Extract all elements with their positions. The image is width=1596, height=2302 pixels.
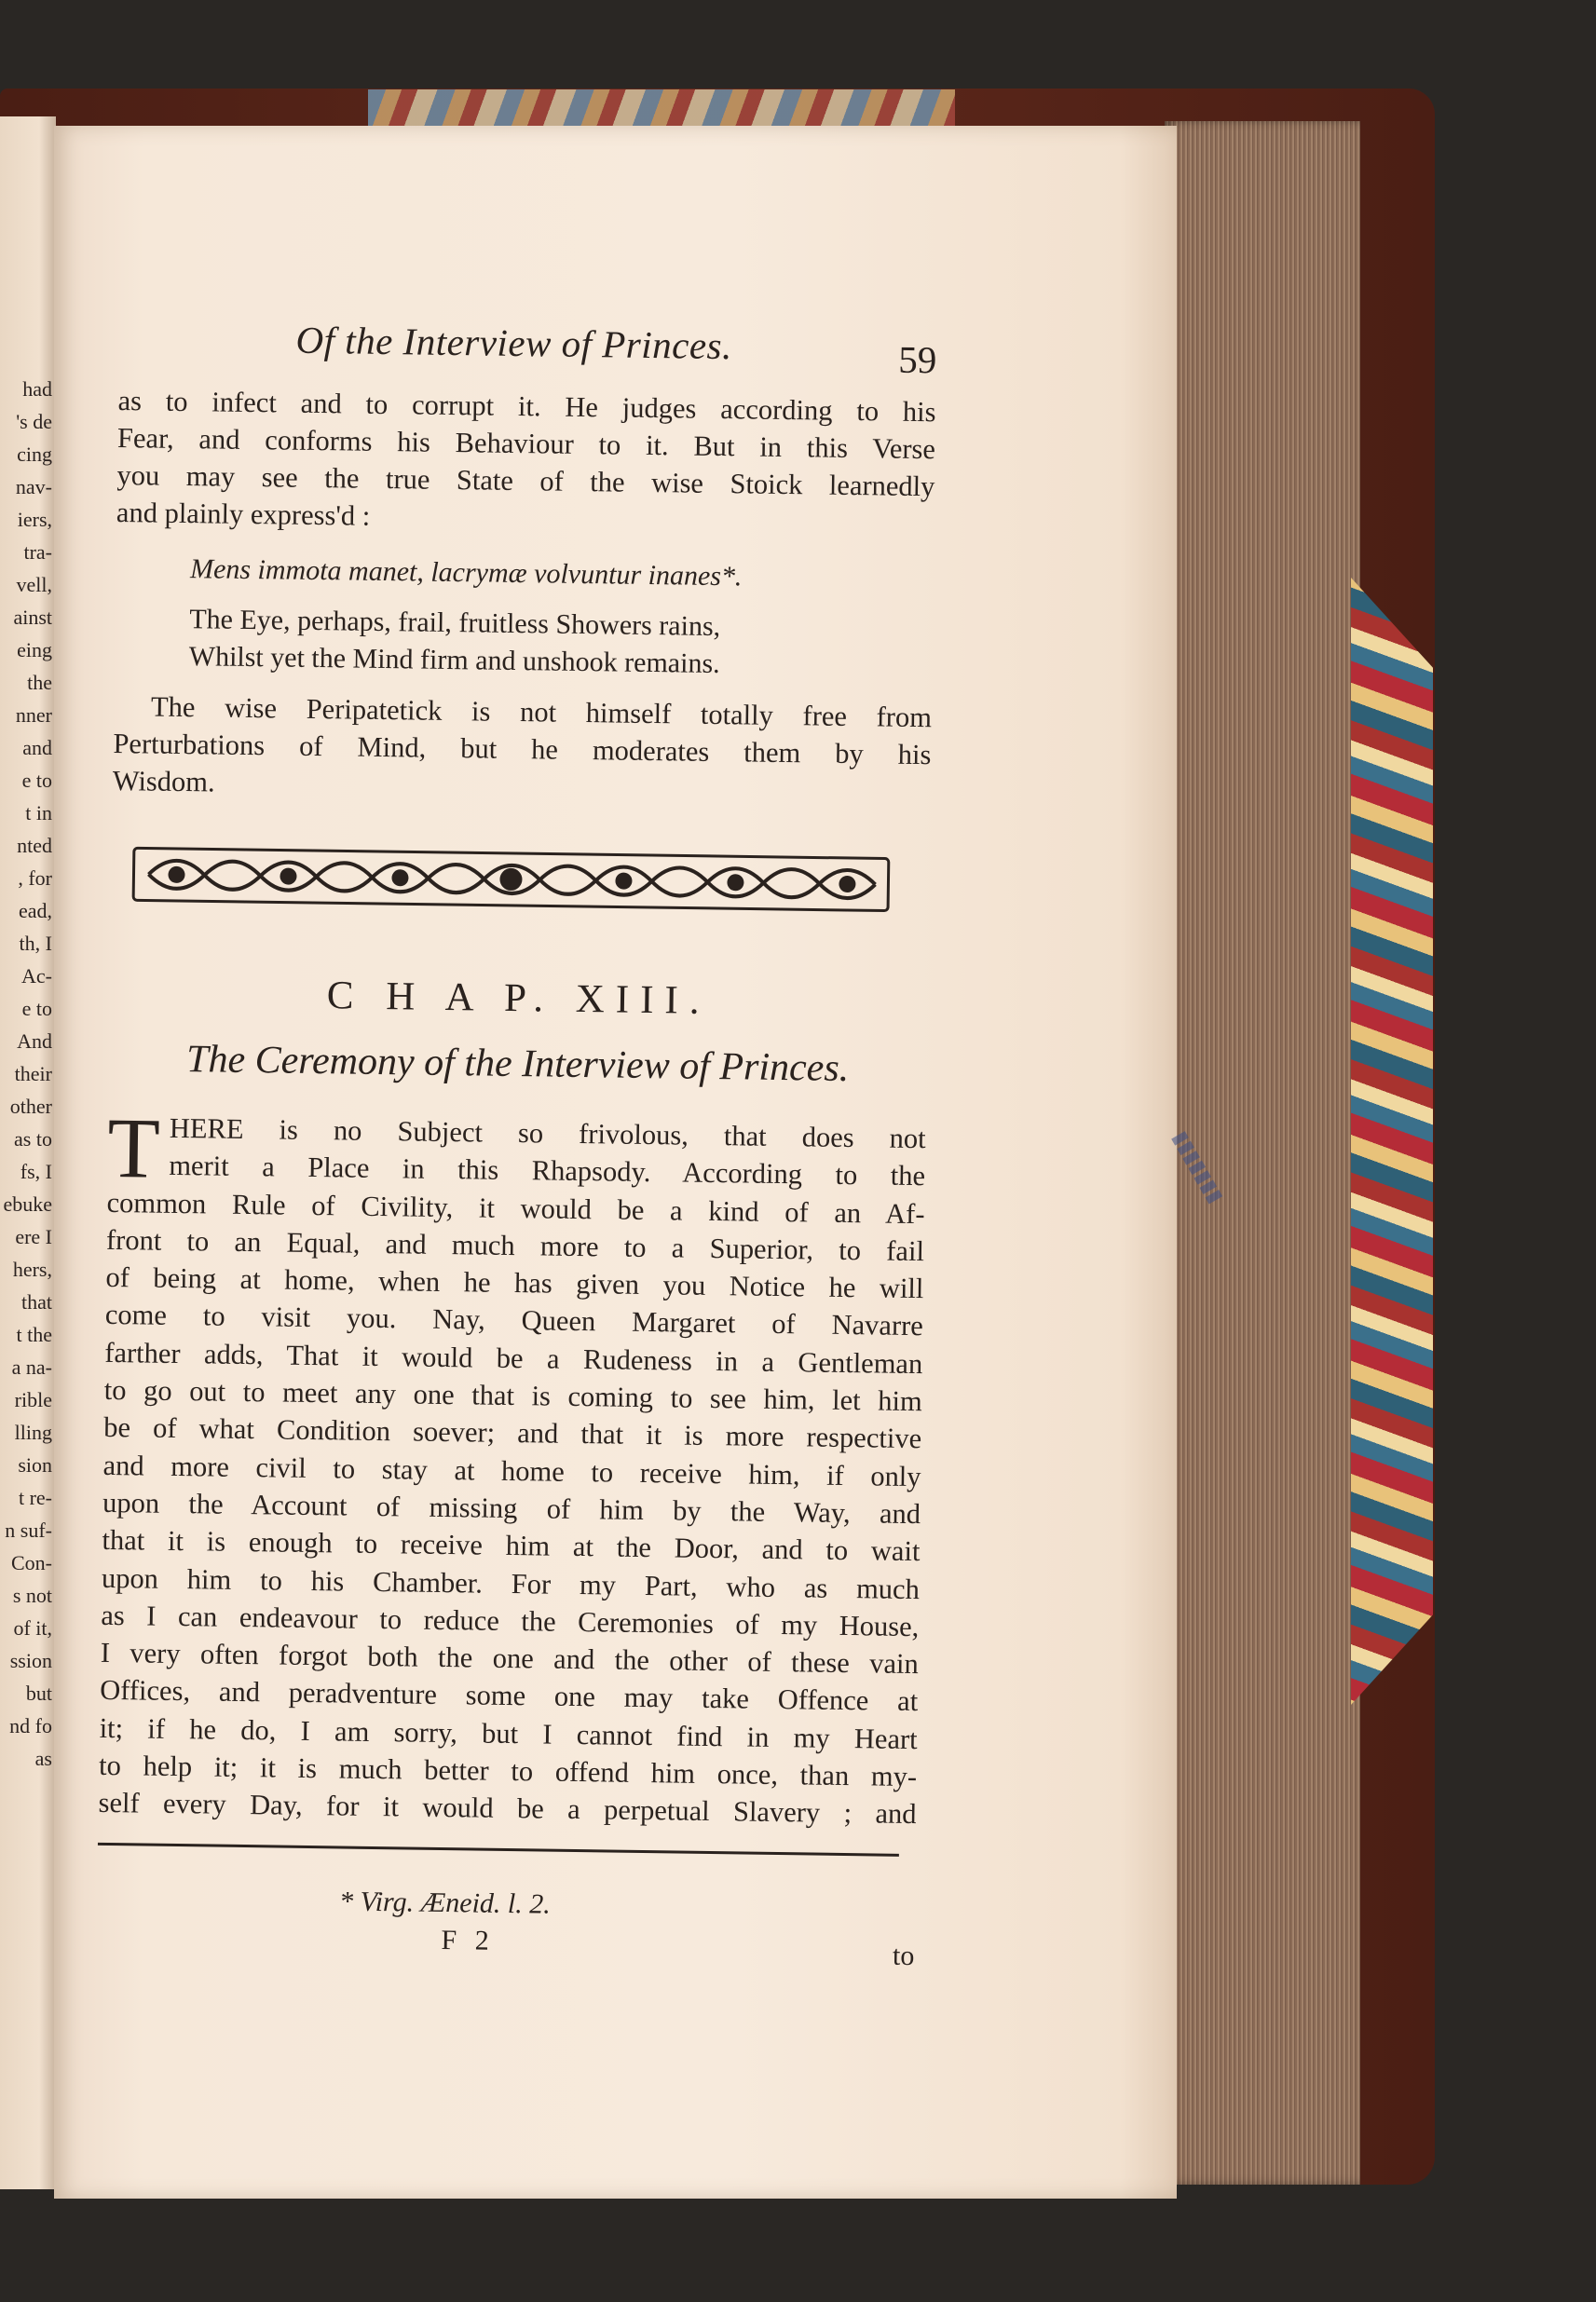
left-page-fragment: but: [25, 1682, 52, 1705]
left-page-fragment: that: [21, 1290, 52, 1314]
left-page-fragment: e to: [21, 997, 52, 1020]
left-page-fragment: hers,: [12, 1258, 52, 1281]
left-page-text-fragments: [0, 373, 56, 1775]
text-line: Perturbations of Mind, but he moderates them by his: [113, 727, 932, 771]
left-page-fragment: 's de: [16, 410, 52, 433]
signature-mark: F 2: [441, 1924, 495, 1956]
opening-paragraph: [116, 382, 936, 542]
left-page-fragment: sion: [18, 1453, 52, 1477]
left-page-fragment: ainst: [13, 606, 52, 629]
left-page-fragment: ere I: [15, 1225, 52, 1248]
left-page-fragment: lling: [14, 1421, 52, 1444]
text-line: that it is enough to receive him at the Door, and to wait: [102, 1524, 921, 1568]
decorative-ornament-band: [130, 840, 893, 918]
footnote: * Virg. Æneid. l. 2.: [338, 1886, 552, 1920]
text-line: farther adds, That it would be a Rudeness in a Gentleman: [104, 1336, 923, 1380]
left-page-fragment: nner: [15, 703, 52, 727]
left-page-fragment: nav-: [15, 475, 52, 498]
latin-verse: Mens immota manet, lacrymæ volvuntur inanes*.: [189, 553, 743, 593]
text-line: and more civil to stay at home to receive him, if only: [102, 1449, 921, 1492]
left-page-fragment: as to: [14, 1127, 52, 1151]
text-line: to go out to meet any one that is coming to see him, let him: [103, 1373, 922, 1418]
left-page-fragment: of it,: [13, 1616, 52, 1640]
peripatetick-paragraph: [113, 688, 933, 810]
left-page-fragment: vell,: [16, 573, 52, 596]
chapter-number: C H A P. XIII.: [326, 974, 711, 1023]
verse-quotation: [188, 551, 934, 686]
text-line: as to infect and to corrupt it. He judges according to his: [117, 384, 936, 429]
text-line: front to an Equal, and much more to a Superior, to fail: [105, 1223, 925, 1268]
left-page-fragment: Con-: [11, 1551, 52, 1574]
text-line: merit a Place in this Rhapsody. According to the: [169, 1150, 926, 1192]
page-text-block: [96, 307, 937, 1987]
text-line: and plainly express'd :: [116, 496, 371, 532]
text-line: as I can endeavour to reduce the Ceremonies of my House,: [101, 1599, 920, 1642]
left-page-fragment: other: [9, 1095, 52, 1118]
library-stamp: ▮▮▮▮▮▮▮: [1167, 1127, 1228, 1207]
left-page-fragment: n suf-: [5, 1519, 52, 1542]
left-page-fragment: ssion: [9, 1649, 52, 1672]
text-line: upon him to his Chamber. For my Part, who as much: [101, 1561, 921, 1605]
left-page-fragment: ead,: [18, 899, 52, 922]
left-page-fragment: and: [22, 736, 52, 759]
left-page-fragment: ebuke: [3, 1192, 52, 1216]
page-number: 59: [897, 337, 937, 382]
left-page-fragment: t the: [16, 1323, 52, 1346]
text-line: be of what Condition soever; and that it is more respective: [102, 1411, 922, 1455]
catchword: to: [892, 1940, 915, 1971]
running-head: [118, 307, 937, 393]
left-page-fragment: fs, I: [20, 1160, 52, 1183]
drop-cap: T: [106, 1099, 161, 1196]
chapter-body-lines: [98, 1184, 924, 1833]
text-line: you may see the true State of the wise Stoick learnedly: [116, 458, 935, 503]
left-page-fragment: nd fo: [9, 1714, 52, 1737]
english-verse-line: The Eye, perhaps, frail, fruitless Showers rains,: [189, 604, 721, 643]
left-page-fragment: a na-: [11, 1355, 52, 1379]
left-page-fragment: had: [22, 377, 52, 401]
left-page-fragment: iers,: [17, 508, 52, 531]
left-page-fragment: s not: [12, 1584, 52, 1607]
text-line: of being at home, when he has given you Notice he will: [105, 1261, 924, 1305]
left-page-fragment: e to: [21, 769, 52, 792]
running-head-title: Of the Interview of Princes.: [295, 318, 733, 368]
left-page-fragment: nted: [17, 834, 52, 857]
text-line: Wisdom.: [112, 764, 215, 798]
text-line: Fear, and conforms his Behaviour to it. But in this Verse: [116, 421, 936, 466]
chapter-body: [98, 1099, 926, 1833]
left-page-fragment: the: [27, 671, 52, 694]
left-page-fragment: Ac-: [21, 964, 52, 988]
left-page-fragment: tra-: [23, 540, 52, 564]
left-page-fragment: And: [17, 1029, 52, 1053]
text-line: self every Day, for it would be a perpetual Slavery ; and: [98, 1787, 917, 1831]
left-page-fragment: as: [34, 1747, 52, 1770]
english-verse-line: Whilst yet the Mind firm and unshook remains.: [188, 641, 720, 680]
text-line: I very often forgot both the one and the other of these vain: [100, 1637, 919, 1681]
text-line: Offices, and peradventure some one may take Offence at: [100, 1674, 919, 1718]
left-page-fragment: rible: [14, 1388, 52, 1411]
footnote-rule: [98, 1842, 899, 1856]
text-line: upon the Account of missing of him by the Way, and: [102, 1486, 921, 1531]
left-page-fragment: , for: [18, 866, 52, 890]
left-page-fragment: th, I: [19, 932, 52, 955]
text-line: HERE is no Subject so frivolous, that does not: [169, 1111, 926, 1155]
text-line: The wise Peripatetick is not himself totally free from: [150, 690, 933, 734]
chapter-title: The Ceremony of the Interview of Princes.: [185, 1038, 850, 1091]
page-footer: [96, 1919, 915, 1986]
left-page-fragment: their: [14, 1062, 52, 1085]
left-page-fragment: t re-: [18, 1486, 52, 1509]
text-line: common Rule of Civility, it would be a kind of an Af-: [106, 1186, 925, 1230]
text-line: come to visit you. Nay, Queen Margaret of Navarre: [104, 1299, 924, 1342]
text-line: to help it; it is much better to offend him once, than my-: [98, 1749, 918, 1793]
left-page-fragment: eing: [17, 638, 52, 661]
left-page-fragment: t in: [25, 801, 52, 824]
text-line: it; if he do, I am sorry, but I cannot find in my Heart: [99, 1711, 918, 1755]
left-page-fragment: cing: [17, 443, 52, 466]
